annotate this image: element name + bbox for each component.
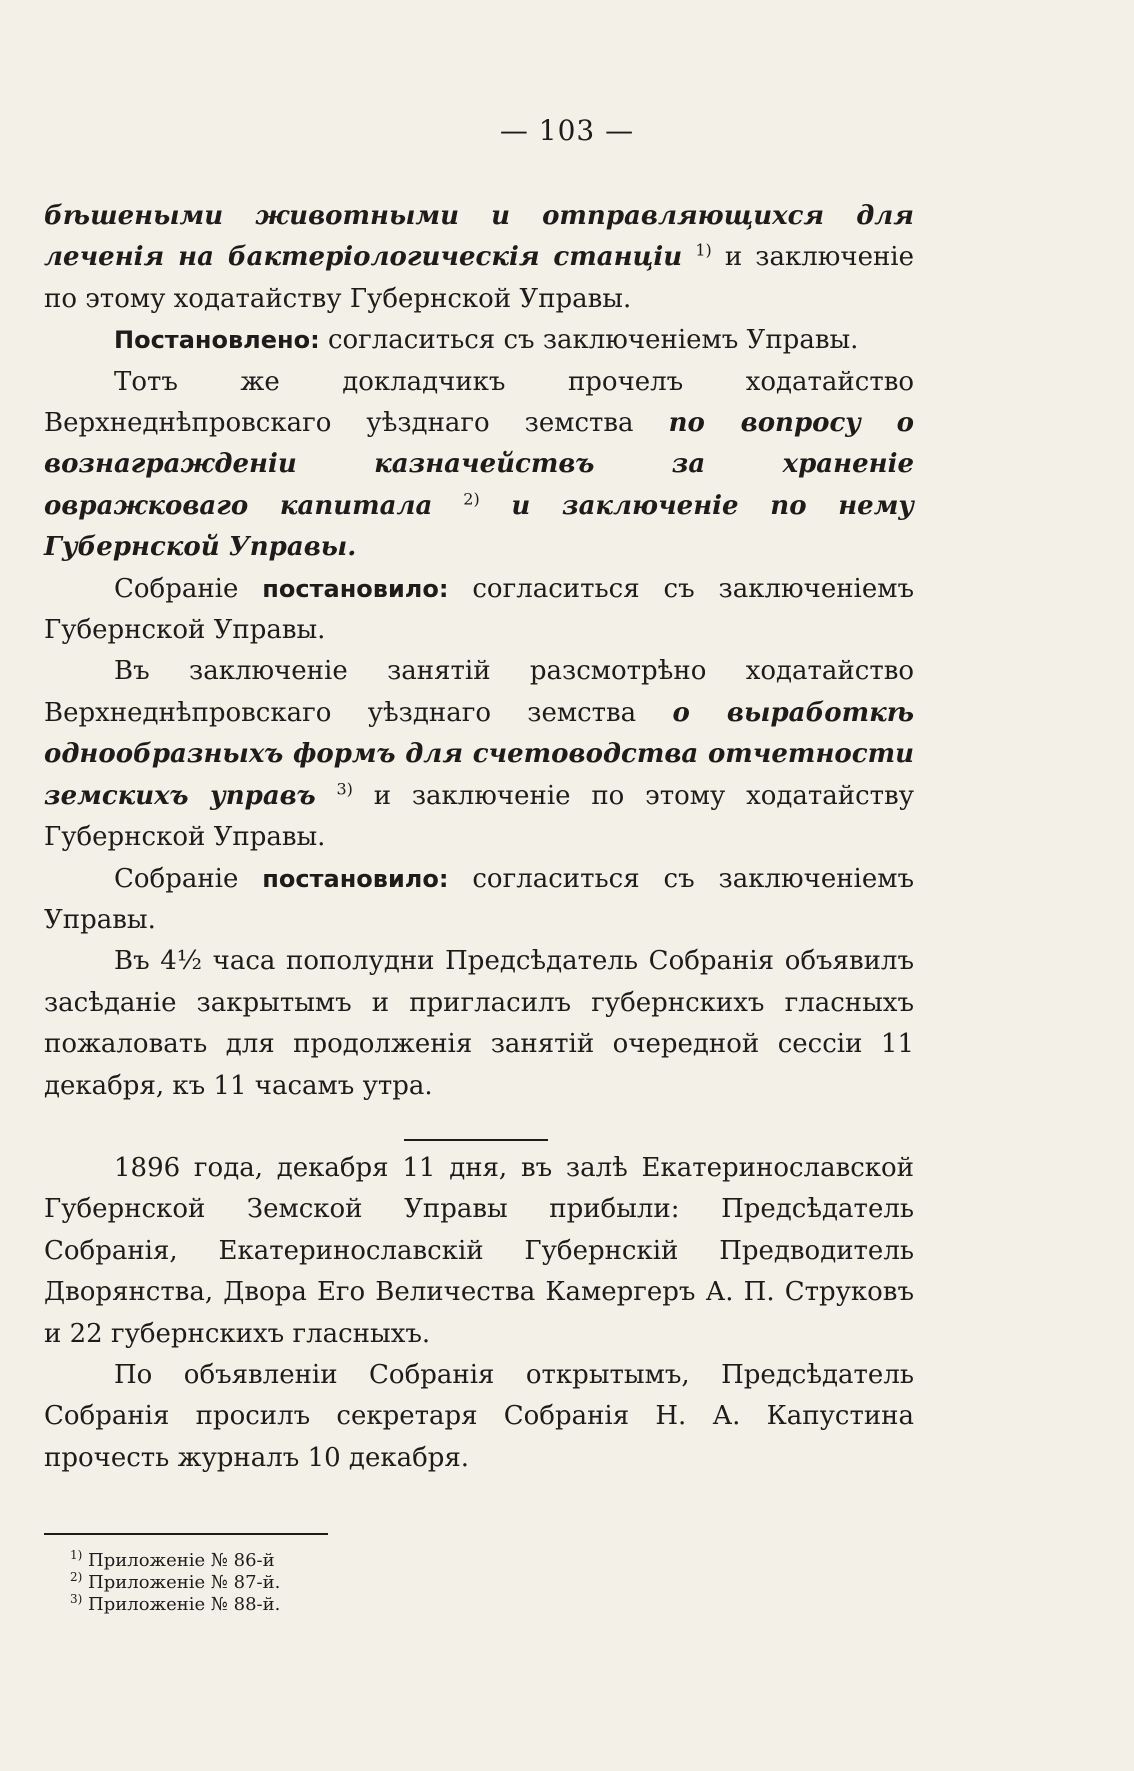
- paragraph-text: согласиться съ заключеніемъ Управы.: [44, 863, 914, 935]
- section-separator: [44, 1107, 914, 1148]
- footnote-mark: 1): [70, 1548, 83, 1562]
- footnote-2: [70, 1572, 280, 1594]
- paragraph-9: По объявленіи Собранія открытымъ, Предсѣдатель Собранія просилъ секретаря Собранія Н. А. Капустина прочесть журналъ 10 декабря.: [44, 1359, 914, 1473]
- paragraph-1: [44, 196, 914, 320]
- footnote-ref-2: 2): [463, 489, 480, 509]
- italic-text: о выработкѣ однообразныхъ формъ для счетоводства отчетности земскихъ управъ: [44, 697, 914, 811]
- bold-text: постановило:: [262, 864, 449, 893]
- italic-text: и заключеніе по нему Губернской Управы.: [44, 490, 914, 563]
- paragraph-8: 1896 года, декабря 11 дня, въ залѣ Екатеринославской Губернской Земской Управы прибыли: Предсѣдатель Собранія, Екатеринославскій Губернскій Предводитель Дворянства, Двора Его Величества Камергеръ А. П. Струковъ и 22 губернскихъ гласныхъ.: [44, 1152, 914, 1349]
- footnote-text: Приложеніе № 87-й.: [82, 1572, 281, 1593]
- footnote-ref-1: 1): [695, 240, 712, 260]
- footnote-mark: 2): [70, 1570, 83, 1584]
- footnotes: [70, 1550, 280, 1616]
- paragraph-text: и заключеніе по этому ходатайству Губернской Управы.: [44, 242, 914, 314]
- paragraph-4: [44, 569, 914, 652]
- paragraph-text: согласиться съ заключеніемъ Губернской Управы.: [44, 573, 914, 646]
- paragraph-text: Въ заключеніе занятій разсмотрѣно ходатайство Верхнеднѣпровскаго уѣзднаго земства: [44, 656, 914, 728]
- footnote-3: [70, 1594, 280, 1616]
- footnote-text: Приложеніе № 86-й: [82, 1550, 275, 1571]
- footnote-1: [70, 1550, 280, 1572]
- italic-text: бѣшеными животными и отправляющихся для леченія на бактеріологическія станціи: [44, 201, 914, 273]
- bold-text: Постановлено:: [114, 326, 320, 355]
- paragraph-text: Собраніе: [114, 573, 263, 604]
- paragraph-text: и заключеніе по этому ходатайству Губернской Управы.: [44, 780, 914, 853]
- paragraph-3: [44, 362, 914, 569]
- page-number: — 103 —: [499, 114, 635, 147]
- footnote-divider: [44, 1533, 328, 1535]
- paragraph-text: Собраніе: [114, 863, 263, 894]
- bold-text: постановило:: [262, 574, 449, 603]
- paragraph-text: согласиться съ заключеніемъ Управы.: [319, 325, 859, 356]
- paragraph-2: [44, 320, 914, 361]
- paragraph-5: [44, 651, 914, 858]
- footnote-text: Приложеніе № 88-й.: [82, 1594, 281, 1615]
- footnote-mark: 3): [70, 1592, 83, 1606]
- italic-text: по вопросу о вознагражденіи казначействъ за храненіе овражковаго капитала: [44, 408, 914, 521]
- paragraph-7: Въ 4½ часа пополудни Предсѣдатель Собранія объявилъ засѣданіе закрытымъ и пригласилъ губернскихъ гласныхъ пожаловать для продолженія занятій очередной сессіи 11 декабря, къ 11 часамъ утра.: [44, 946, 914, 1101]
- footnote-ref-3: 3): [336, 779, 353, 799]
- main-text: [44, 196, 914, 1479]
- paragraph-text: Тотъ же докладчикъ прочелъ ходатайство Верхнеднѣпровскаго уѣзднаго земства: [44, 366, 914, 439]
- paragraph-6: [44, 859, 914, 942]
